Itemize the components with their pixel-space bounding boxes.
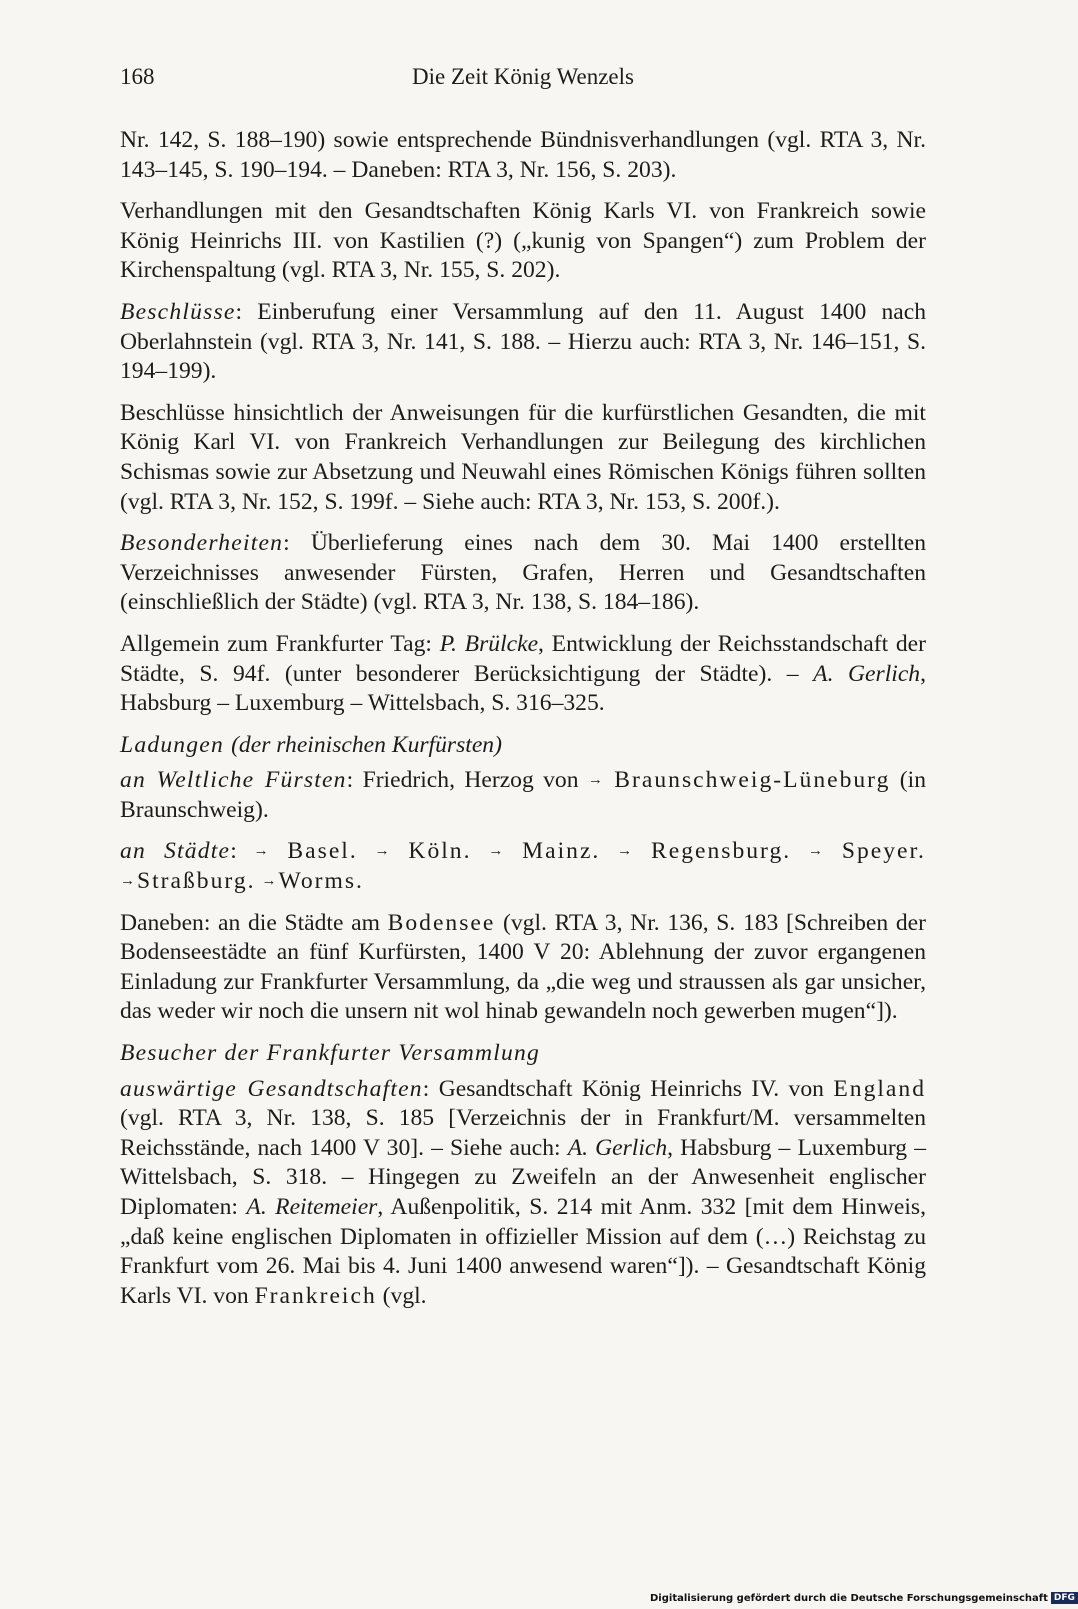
arrow-icon: → [617,843,633,860]
city-koeln: Köln. [408,838,472,865]
city-regensburg: Regensburg. [651,838,792,865]
label-gesandtschaften: auswärtige Gesandtschaften [120,1075,423,1102]
text-segment: Daneben: an die Städte am [120,909,388,936]
paragraph-weltliche-fuersten [120,766,926,825]
text-segment: : [230,838,254,865]
digitization-footer [650,1592,1075,1609]
text-segment: : Friedrich, Herzog von [346,767,588,794]
arrow-icon: → [488,843,504,860]
label-beschluesse: Beschlüsse [120,298,236,325]
arrow-icon: → [253,843,269,860]
heading-ladungen-sub: (der rheinischen Kurfürsten) [231,731,502,758]
label-besonderheiten: Besonderheiten [120,530,284,557]
text-segment: Allgemein zum Frankfurter Tag: [120,630,440,657]
text-beschluesse: : Einberufung einer Versammlung auf den 11. August 1400 nach Oberlahnstein (vgl. RTA 3, Nr. 141, S. 188. – Hierzu auch: RTA 3, Nr. 146–151, S. 194–199). [120,298,926,385]
city-speyer: Speyer. [841,838,926,865]
heading-ladungen [120,731,926,761]
text-segment: (in Braunschweig). [120,767,926,823]
text-segment: (vgl. RTA 3, Nr. 136, S. 183 [Schreiben der Bodenseestädte an fünf Kurfürsten, 1400 V 20: Ablehnung der zuvor ergangenen Einladung zur Frankfurter Versammlung, da „die weg und straussen als gar unsicher, das weder wir noch die unsern nit wol hinab gewandeln noch gewerben mugen“]). [120,909,926,1025]
city-strassburg: Straßburg. [137,868,256,895]
author-gerlich: A. Gerlich [567,1134,668,1161]
paragraph-besonderheiten [120,529,926,618]
place-frankreich: Frankreich [254,1282,377,1309]
page-number: 168 [120,64,155,89]
text-segment: , Außenpolitik, S. 214 mit Anm. 332 [mit dem Hinweis, „daß keine englischen Diplomaten in offizieller Mission auf dem (…) Reichstag zu Frankfurt vom 26. Mai bis 4. Juni 1400 anwesend waren“]). – Gesandtschaft König Karls VI. von [120,1194,926,1309]
heading-ladungen-main: Ladungen [120,731,232,758]
heading-besucher: Besucher der Frankfurter Versammlung [120,1040,540,1067]
text-segment: (vgl. [376,1282,427,1309]
place-braunschweig: Braunschweig-Lüneburg [614,767,891,794]
text-segment: , Habsburg – Luxemburg – Wittelsbach, S. 318. – Hingegen zu Zweifeln an der Anwesenheit englischer Diplomaten: [120,1134,926,1220]
arrow-icon: → [587,772,603,789]
page-body [120,126,926,1323]
author-bruelcke: P. Brülcke [439,630,539,657]
label-staedte: an Städte [120,838,231,865]
paragraph-bodensee [120,909,926,1027]
text-segment: (vgl. RTA 3, Nr. 138, S. 185 [Verzeichnis der in Frankfurt/M. versammelten Reichsstände, nach 1400 V 30]. – Siehe auch: [120,1105,926,1161]
arrow-icon: → [808,843,824,860]
text-besonderheiten: : Überlieferung eines nach dem 30. Mai 1400 erstellten Verzeichnisses anwesender Fürsten, Grafen, Herren und Gesandtschaften (einschließlich der Städte) (vgl. RTA 3, Nr. 138, S. 184–186). [120,530,926,616]
city-mainz: Mainz. [522,838,601,865]
author-gerlich: A. Gerlich [813,660,921,687]
place-bodensee: Bodensee [387,909,496,936]
city-worms: Worms. [278,868,364,895]
running-title: Die Zeit König Wenzels [412,64,634,89]
paragraph-1: Nr. 142, S. 188–190) sowie entsprechende Bündnisverhandlungen (vgl. RTA 3, Nr. 143–145, S. 190–194. – Daneben: RTA 3, Nr. 156, S. 203). [120,127,926,183]
arrow-icon: → [374,843,390,860]
paragraph-allgemein [120,630,926,719]
paragraph-gesandtschaften [120,1075,926,1312]
arrow-icon: → [120,873,135,890]
paragraph-beschluesse [120,298,926,387]
place-england: England [833,1075,926,1102]
paragraph-4: Beschlüsse hinsichtlich der Anweisungen für die kurfürstlichen Gesandten, die mit König Karl VI. von Frankreich Verhandlungen zur Beilegung des kirchlichen Schismas sowie zur Absetzung und Neuwahl eines Römischen Königs führen sollten (vgl. RTA 3, Nr. 152, S. 199f. – Siehe auch: RTA 3, Nr. 153, S. 200f.). [120,399,926,515]
text-segment: , Entwicklung der Reichsstandschaft der Städte, S. 94f. (unter besonderer Berücksichtigung der Städte). – [120,630,926,687]
label-weltliche-fuersten: an Weltliche Fürsten [120,767,347,794]
city-basel: Basel. [287,838,358,865]
author-reitemeier: A. Reitemeier [246,1194,378,1220]
dfg-logo: DFG [1051,1592,1078,1604]
text-segment: : Gesandtschaft König Heinrichs IV. von [422,1075,834,1102]
arrow-icon: → [261,873,277,890]
running-header [120,64,926,94]
paragraph-staedte [120,837,926,896]
text-segment: , Habsburg – Luxemburg – Wittelsbach, S. 316–325. [120,660,926,717]
footer-text: Digitalisierung gefördert durch die Deutsche Forschungsgemeinschaft [650,1593,1048,1604]
paragraph-2: Verhandlungen mit den Gesandtschaften König Karls VI. von Frankreich sowie König Heinrichs III. von Kastilien (?) („kunig von Spangen“) zum Problem der Kirchenspaltung (vgl. RTA 3, Nr. 155, S. 202). [120,198,926,284]
